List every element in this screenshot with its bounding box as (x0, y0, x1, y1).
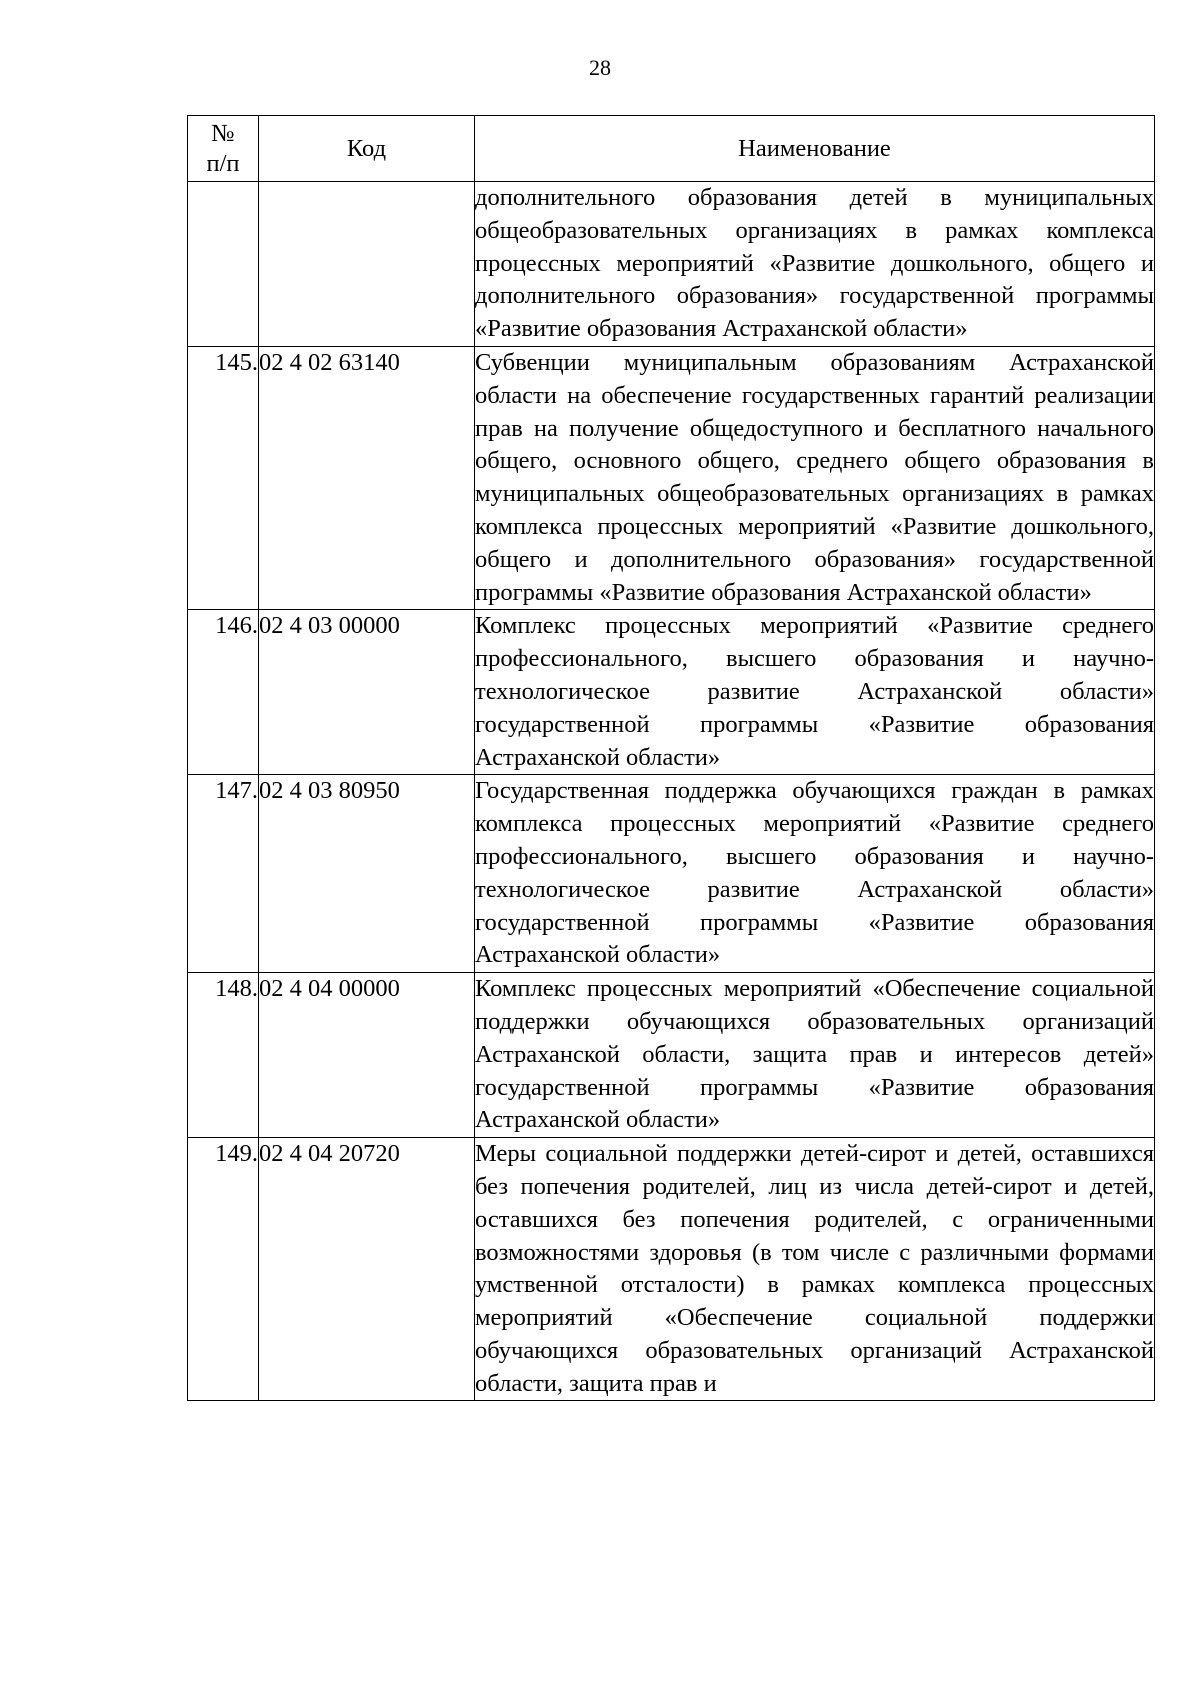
row-code: 02 4 03 00000 (259, 610, 475, 775)
row-number: 147. (188, 775, 259, 973)
row-name: Государственная поддержка обучающихся граждан в рамках комплекса процессных мероприятий «Развитие среднего профессионального, высшего образования и научно-технологическое развитие Астраханской области» государственной программы «Развитие образования Астраханской области» (475, 775, 1155, 973)
table-row (188, 346, 1155, 609)
row-name: Субвенции муниципальным образованиям Астраханской области на обеспечение государственных гарантий реализации прав на получение общедоступного и бесплатного начального общего, основного общего, среднего общего образования в муниципальных общеобразовательных организациях в рамках комплекса процессных мероприятий «Развитие дошкольного, общего и дополнительного образования» государственной программы «Развитие образования Астраханской области» (475, 346, 1155, 609)
header-number (188, 116, 259, 182)
header-code: Код (259, 116, 475, 182)
table-row (188, 610, 1155, 775)
row-code (259, 182, 475, 347)
budget-code-table (187, 115, 1155, 1401)
row-number: 146. (188, 610, 259, 775)
row-number (188, 182, 259, 347)
row-number: 148. (188, 973, 259, 1138)
row-number: 149. (188, 1138, 259, 1401)
header-name: Наименование (475, 116, 1155, 182)
row-code: 02 4 03 80950 (259, 775, 475, 973)
row-name: дополнительного образования детей в муниципальных общеобразовательных организациях в рамках комплекса процессных мероприятий «Развитие дошкольного, общего и дополнительного образования» государственной программы «Развитие образования Астраханской области» (475, 182, 1155, 347)
row-name: Комплекс процессных мероприятий «Развитие среднего профессионального, высшего образования и научно-технологическое развитие Астраханской области» государственной программы «Развитие образования Астраханской области» (475, 610, 1155, 775)
table-header-row (188, 116, 1155, 182)
row-number: 145. (188, 346, 259, 609)
row-code: 02 4 04 20720 (259, 1138, 475, 1401)
row-name: Комплекс процессных мероприятий «Обеспечение социальной поддержки обучающихся образовательных организаций Астраханской области, защита прав и интересов детей» государственной программы «Развитие образования Астраханской области» (475, 973, 1155, 1138)
header-number-abbr: п/п (206, 149, 240, 177)
row-code: 02 4 02 63140 (259, 346, 475, 609)
header-number-symbol: № (211, 119, 235, 147)
page-number: 28 (589, 55, 611, 80)
table-row (188, 182, 1155, 347)
table-row (188, 1138, 1155, 1401)
row-name: Меры социальной поддержки детей-сирот и детей, оставшихся без попечения родителей, лиц из числа детей-сирот и детей, оставшихся без попечения родителей, с ограниченными возможностями здоровья (в том числе с различными формами умственной отсталости) в рамках комплекса процессных мероприятий «Обеспечение социальной поддержки обучающихся образовательных организаций Астраханской области, защита прав и (475, 1138, 1155, 1401)
table-row (188, 775, 1155, 973)
row-code: 02 4 04 00000 (259, 973, 475, 1138)
table-row (188, 973, 1155, 1138)
